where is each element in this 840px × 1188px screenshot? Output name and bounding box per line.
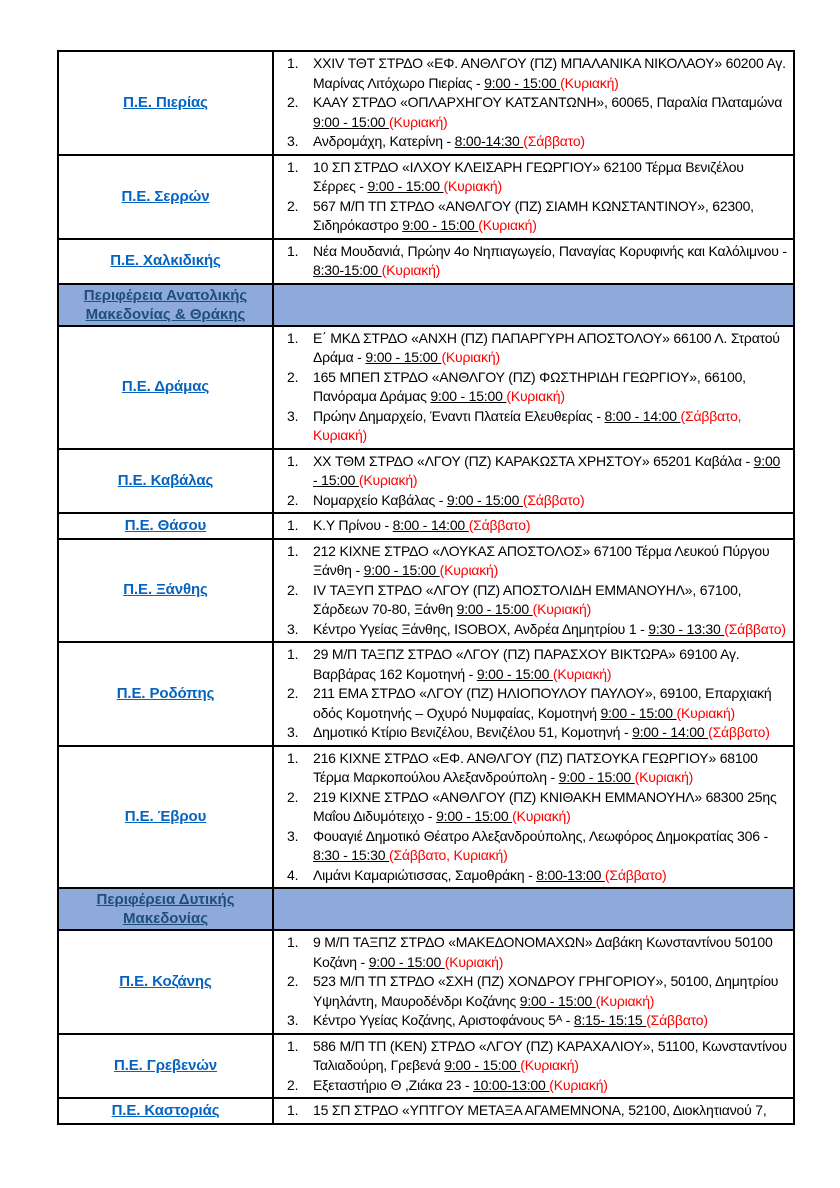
opening-days: (Σάββατο, Κυριακή) [313,407,742,443]
opening-hours: 8:30 - 15:30 [313,847,390,863]
list-item [274,1037,787,1076]
opening-hours: 9:00 - 15:00 [476,665,553,682]
section-header-cell [58,888,273,930]
opening-days: (Σάββατο) [604,866,667,883]
opening-hours: 8:30-15:00 [313,262,382,278]
list-item [274,93,787,132]
opening-days: (Κυριακή) [478,217,537,233]
opening-hours: 9:00 - 15:00 [484,74,561,91]
opening-days: (Κυριακή) [549,1076,608,1093]
section-header-cell [58,284,273,326]
opening-days: (Κυριακή) [634,769,694,785]
region-row [58,239,794,284]
list-item [274,132,787,152]
region-name-cell [58,1034,273,1099]
list-item-number: 1. [287,749,299,766]
locations-list [274,933,787,1031]
region-row [58,746,794,889]
region-link[interactable]: Π.Ε. Ξάνθης [123,581,208,599]
list-item-text: Κέντρο Υγείας Κοζάνης, Αριστοφάνους 5ᴬ - 8:15- 15:15 (Σάββατο) [313,1012,708,1028]
opening-hours: 9:00 - 15:00 [444,1057,521,1073]
section-header-row [58,284,794,326]
list-item-number: 2. [287,94,299,110]
list-item [274,197,787,236]
list-item [274,866,787,886]
list-item-text: 567 Μ/Π ΤΠ ΣΤΡΔΟ «ΑΝΘΛΓΟΥ (ΠΖ) ΣΙΑΜΗ ΚΩΝΣΤΑΝΤΙΝΟΥ», 62300, Σιδηρόκαστρο 9:00 - 15:00 (Κυριακή) [313,197,754,233]
list-item-number: 2. [287,973,299,989]
region-link[interactable]: Π.Ε. Καστοριάς [111,1101,220,1119]
locations-list [274,749,787,886]
list-item-number: 1. [287,158,299,175]
list-item-text: XXIV ΤΘΤ ΣΤΡΔΟ «ΕΦ. ΑΝΘΛΓΟΥ (ΠΖ) ΜΠΑΛΑΝΙΚΑ ΝΙΚΟΛΑΟΥ» 60200 Αγ. Μαρίνας Λιτόχωρο Πιερίας - 9:00 - 15:00 (Κυριακή) [313,55,786,91]
list-item-number: 2. [287,1076,299,1093]
list-item-text: 165 ΜΠΕΠ ΣΤΡΔΟ «ΑΝΘΛΓΟΥ (ΠΖ) ΦΩΣΤΗΡΙΔΗ ΓΕΩΡΓΙΟΥ», 66100, Πανόραμα Δράμας 9:00 - 15:00 (Κυριακή) [313,368,746,404]
list-item-text: 9 Μ/Π ΤΑΞΠΖ ΣΤΡΔΟ «ΜΑΚΕΔΟΝΟΜΑΧΩΝ» Δαβάκη Κωνσταντίνου 50100 Κοζάνη - 9:00 - 15:00 (Κυριακή) [313,934,773,970]
opening-hours: 9:00 - 15:00 [558,769,635,785]
region-name-cell [58,449,273,514]
opening-days: (Σάββατο) [708,724,770,740]
region-row [58,1034,794,1099]
list-item-text: 216 ΚΙΧΝΕ ΣΤΡΔΟ «ΕΦ. ΑΝΘΛΓΟΥ (ΠΖ) ΠΑΤΣΟΥΚΑ ΓΕΩΡΓΙΟΥ» 68100 Τέρμα Μαρκοπούλου Αλεξανδρούπολη - 9:00 - 15:00 (Κυριακή) [313,749,758,785]
region-row [58,326,794,449]
list-item-text: 29 Μ/Π ΤΑΞΠΖ ΣΤΡΔΟ «ΛΓΟΥ (ΠΖ) ΠΑΡΑΣΧΟΥ ΒΙΚΤΩΡΑ» 69100 Αγ. Βαρβάρας 162 Κομοτηνή - 9:00 - 15:00 (Κυριακή) [313,646,740,682]
list-item-text: Κ.Υ Πρίνου - 8:00 - 14:00 (Σάββατο) [313,517,531,533]
list-item [274,749,787,788]
opening-days: (Κυριακή) [560,74,619,91]
locations-list [274,1101,787,1121]
opening-days: (Κυριακή) [441,349,500,365]
list-item-text: Νομαρχείο Καβάλας - 9:00 - 15:00 (Σάββατο) [313,491,585,508]
locations-list [274,1037,787,1096]
opening-hours: 9:00 - 15:00 [430,388,507,404]
section-empty-cell [273,888,794,930]
locations-cell [273,1034,794,1099]
opening-hours: 9:30 - 13:30 [648,620,725,637]
opening-days: (Κυριακή) [676,704,735,721]
opening-days: (Κυριακή) [512,808,571,824]
list-item [274,516,787,536]
list-item-number: 2. [287,788,299,805]
locations-list [274,645,787,743]
locations-cell [273,746,794,889]
list-item [274,491,787,511]
list-item [274,542,787,581]
list-item [274,1101,787,1121]
list-item-text: Ανδρομάχη, Κατερίνη - 8:00-14:30 (Σάββατο) [313,133,585,149]
list-item-number: 4. [287,866,299,883]
list-item [274,581,787,620]
region-link[interactable]: Π.Ε. Κοζάνης [119,972,212,990]
list-item-text: ΚΑΑΥ ΣΤΡΔΟ «ΟΠΛΑΡΧΗΓΟΥ ΚΑΤΣΑΝΤΩΝΗ», 60065, Παραλία Πλαταμώνα 9:00 - 15:00 (Κυριακή) [313,94,783,130]
region-name-cell [58,930,273,1034]
region-name-cell [58,155,273,239]
opening-hours: 9:00 - 15:00 [446,491,523,508]
region-row [58,155,794,239]
region-name-cell [58,642,273,746]
region-row [58,642,794,746]
list-item-text: 15 ΣΠ ΣΤΡΔΟ «ΥΠΤΓΟΥ ΜΕΤΑΞΑ ΑΓΑΜΕΜΝΟΝΑ, 52100, Διοκλητιανού 7, [313,1102,767,1118]
opening-days: (Κυριακή) [439,562,499,578]
opening-days: (Σάββατο) [468,517,531,533]
list-item-text: 211 ΕΜΑ ΣΤΡΔΟ «ΛΓΟΥ (ΠΖ) ΗΛΙΟΠΟΥΛΟΥ ΠΑΥΛΟΥ», 69100, Επαρχιακή οδός Κομοτηνής – Οχυρό Νυμφαίας, Κομοτηνή 9:00 - 15:00 (Κυριακή) [313,685,772,721]
region-link[interactable]: Π.Ε. Ροδόπης [116,684,215,702]
opening-hours: 9:00 - 15:00 [367,178,444,194]
list-item [274,329,787,368]
list-item [274,972,787,1011]
region-row [58,930,794,1034]
list-item-number: 3. [287,620,299,637]
list-item [274,620,787,640]
list-item-text: 523 Μ/Π ΤΠ ΣΤΡΔΟ «ΣΧΗ (ΠΖ) ΧΟΝΔΡΟΥ ΓΡΗΓΟΡΙΟΥ», 50100, Δημητρίου Υψηλάντη, Μαυροδένδρι Κοζάνης 9:00 - 15:00 (Κυριακή) [313,973,779,1009]
list-item [274,158,787,197]
region-row [58,51,794,155]
list-item-number: 3. [287,407,299,424]
section-title-link[interactable]: Περιφέρεια Δυτικής Μακεδονίας [96,891,235,927]
locations-cell [273,51,794,155]
opening-days: (Κυριακή) [444,953,504,970]
list-item-text: Νέα Μουδανιά, Πρώην 4ο Νηπιαγωγείο, Παναγίας Κορυφινής και Καλόλιμνου - 8:30-15:00 (Κυριακή) [313,242,787,278]
opening-hours: 8:00 - 14:00 [604,407,681,424]
list-item-number: 3. [287,1012,299,1028]
region-name-cell [58,326,273,449]
list-item-number: 3. [287,827,299,844]
locations-list [274,242,787,281]
list-item-text: Δημοτικό Κτίριο Βενιζέλου, Βενιζέλου 51, Κομοτηνή - 9:00 - 14:00 (Σάββατο) [313,724,770,740]
list-item-number: 3. [287,133,299,149]
opening-days: (Σάββατο, Κυριακή) [389,847,508,863]
opening-days: (Σάββατο) [724,620,786,637]
list-item-number: 3. [287,724,299,740]
opening-hours: 9:00 - 15:00 [368,953,445,970]
opening-days: (Κυριακή) [520,1057,579,1073]
list-item-text: 586 Μ/Π ΤΠ (ΚΕΝ) ΣΤΡΔΟ «ΛΓΟΥ (ΠΖ) ΚΑΡΑΧΑΛΙΟΥ», 51100, Κωνσταντίνου Ταλιαδούρη, Γρεβενά 9:00 - 15:00 (Κυριακή) [313,1037,787,1073]
opening-hours: 9:00 - 15:00 [365,349,442,365]
list-item-text: 219 ΚΙΧΝΕ ΣΤΡΔΟ «ΑΝΘΛΓΟΥ (ΠΖ) ΚΝΙΘΑΚΗ ΕΜΜΑΝΟΥΗΛ» 68300 25ης Μαΐου Διδυμότειχο - 9:00 - 15:00 (Κυριακή) [313,788,777,824]
opening-hours: 9:00 - 15:00 [436,808,513,824]
list-item [274,452,787,491]
section-empty-cell [273,284,794,326]
list-item [274,933,787,972]
list-item-text: 212 ΚΙΧΝΕ ΣΤΡΔΟ «ΛΟΥΚΑΣ ΑΠΟΣΤΟΛΟΣ» 67100 Τέρμα Λευκού Πύργου Ξάνθη - 9:00 - 15:00 (Κυριακή) [313,542,770,578]
table-body [58,51,794,1124]
locations-list [274,452,787,511]
list-item [274,54,787,93]
opening-hours: 10:00-13:00 [473,1076,550,1093]
list-item [274,788,787,827]
opening-days: (Σάββατο) [523,133,585,149]
region-link[interactable]: Π.Ε. Θάσου [124,516,207,534]
list-item-number: 1. [287,242,299,259]
list-item-number: 1. [287,55,299,71]
section-title-link[interactable]: Περιφέρεια Ανατολικής Μακεδονίας & Θράκης [83,286,248,323]
region-name-cell [58,513,273,539]
list-item-number: 1. [287,517,299,533]
list-item [274,1076,787,1096]
opening-hours: 9:00 - 15:00 [363,562,440,578]
list-item [274,723,787,743]
list-item [274,242,787,281]
locations-cell [273,155,794,239]
opening-days: (Κυριακή) [381,262,441,278]
opening-hours: 8:15- 15:15 [573,1012,647,1028]
locations-list [274,158,787,236]
list-item [274,368,787,407]
list-item-text: Ε΄ ΜΚΔ ΣΤΡΔΟ «ΑΝΧΗ (ΠΖ) ΠΑΠΑΡΓΥΡΗ ΑΠΟΣΤΟΛΟΥ» 66100 Λ. Στρατού Δράμα - 9:00 - 15:00 (Κυριακή) [313,329,780,365]
region-row [58,1098,794,1124]
list-item-number: 1. [287,934,299,950]
opening-days: (Σάββατο) [522,491,585,508]
list-item-text: Φουαγιέ Δημοτικό Θέατρο Αλεξανδρούπολης, Λεωφόρος Δημοκρατίας 306 - 8:30 - 15:30 (Σάββατο, Κυριακή) [313,827,768,863]
opening-hours: 9:00 - 15:00 [313,452,781,488]
list-item-number: 1. [287,452,299,469]
opening-hours: 9:00 - 15:00 [313,113,390,130]
region-row [58,539,794,643]
opening-hours: 8:00 - 14:00 [392,517,469,533]
opening-days: (Κυριακή) [552,665,612,682]
opening-days: (Σάββατο) [646,1012,708,1028]
opening-days: (Κυριακή) [595,992,655,1009]
list-item-text: Λιμάνι Καμαριώτισσας, Σαμοθράκη - 8:00-13:00 (Σάββατο) [313,866,667,883]
list-item-number: 2. [287,685,299,701]
list-item [274,645,787,684]
list-item-text: XX ΤΘΜ ΣΤΡΔΟ «ΛΓΟΥ (ΠΖ) ΚΑΡΑΚΩΣΤΑ ΧΡΗΣΤΟΥ» 65201 Καβάλα - 9:00 - 15:00 (Κυριακή) [313,452,781,488]
region-row [58,513,794,539]
region-link[interactable]: Π.Ε. Καβάλας [117,471,214,489]
section-header-row [58,888,794,930]
region-link[interactable]: Π.Ε. Γρεβενών [113,1056,218,1074]
opening-days: (Κυριακή) [443,178,502,194]
locations-cell [273,326,794,449]
list-item-text: Κέντρο Υγείας Ξάνθης, ISOBOX, Ανδρέα Δημητρίου 1 - 9:30 - 13:30 (Σάββατο) [313,620,786,637]
opening-hours: 8:00-13:00 [536,866,605,883]
list-item [274,684,787,723]
list-item-number: 2. [287,368,299,385]
locations-cell [273,930,794,1034]
list-item [274,827,787,866]
list-item-number: 2. [287,581,299,598]
locations-cell [273,1098,794,1124]
opening-hours: 9:00 - 15:00 [519,992,596,1009]
region-name-cell [58,51,273,155]
list-item-number: 1. [287,646,299,662]
region-name-cell [58,1098,273,1124]
region-name-cell [58,239,273,284]
region-link[interactable]: Π.Ε. Πιερίας [123,93,208,111]
locations-list [274,516,787,536]
list-item-number: 2. [287,197,299,214]
list-item-text: Πρώην Δημαρχείο, Έναντι Πλατεία Ελευθερίας - 8:00 - 14:00 (Σάββατο, Κυριακή) [313,407,742,443]
locations-list [274,54,787,152]
locations-cell [273,539,794,643]
opening-hours: 8:00-14:30 [454,133,524,149]
region-name-cell [58,746,273,889]
region-row [58,449,794,514]
locations-cell [273,449,794,514]
region-link[interactable]: Π.Ε. Σερρών [121,187,210,205]
opening-days: (Κυριακή) [389,113,448,130]
opening-days: (Κυριακή) [358,472,418,488]
opening-hours: 9:00 - 15:00 [402,217,479,233]
locations-list [274,542,787,640]
region-link[interactable]: Π.Ε. Χαλκιδικής [110,252,221,269]
region-link[interactable]: Π.Ε. Δράμας [121,378,210,395]
list-item-text: IV ΤΑΞΥΠ ΣΤΡΔΟ «ΛΓΟΥ (ΠΖ) ΑΠΟΣΤΟΛΙΔΗ ΕΜΜΑΝΟΥΗΛ», 67100, Σάρδεων 70-80, Ξάνθη 9:00 - 15:00 (Κυριακή) [313,581,742,617]
list-item-number: 1. [287,542,299,559]
region-name-cell [58,539,273,643]
locations-cell [273,513,794,539]
locations-cell [273,642,794,746]
list-item-number: 1. [287,1102,299,1118]
opening-days: (Κυριακή) [506,388,565,404]
list-item [274,1011,787,1031]
list-item-text: Εξεταστήριο Θ ,Ζιάκα 23 - 10:00-13:00 (Κυριακή) [313,1076,608,1093]
list-item-number: 2. [287,491,299,508]
opening-days: (Κυριακή) [532,601,592,617]
polling-locations-table [57,50,795,1125]
list-item-number: 1. [287,1037,299,1054]
list-item [274,407,787,446]
opening-hours: 9:00 - 15:00 [456,601,533,617]
opening-hours: 9:00 - 14:00 [632,724,709,740]
list-item-text: 10 ΣΠ ΣΤΡΔΟ «ΙΛΧΟΥ ΚΛΕΙΣΑΡΗ ΓΕΩΡΓΙΟΥ» 62100 Τέρμα Βενιζέλου Σέρρες - 9:00 - 15:00 (Κυριακή) [313,158,744,194]
opening-hours: 9:00 - 15:00 [600,704,677,721]
list-item-number: 1. [287,329,299,346]
locations-list [274,329,787,446]
region-link[interactable]: Π.Ε. Έβρου [124,807,207,825]
locations-cell [273,239,794,284]
